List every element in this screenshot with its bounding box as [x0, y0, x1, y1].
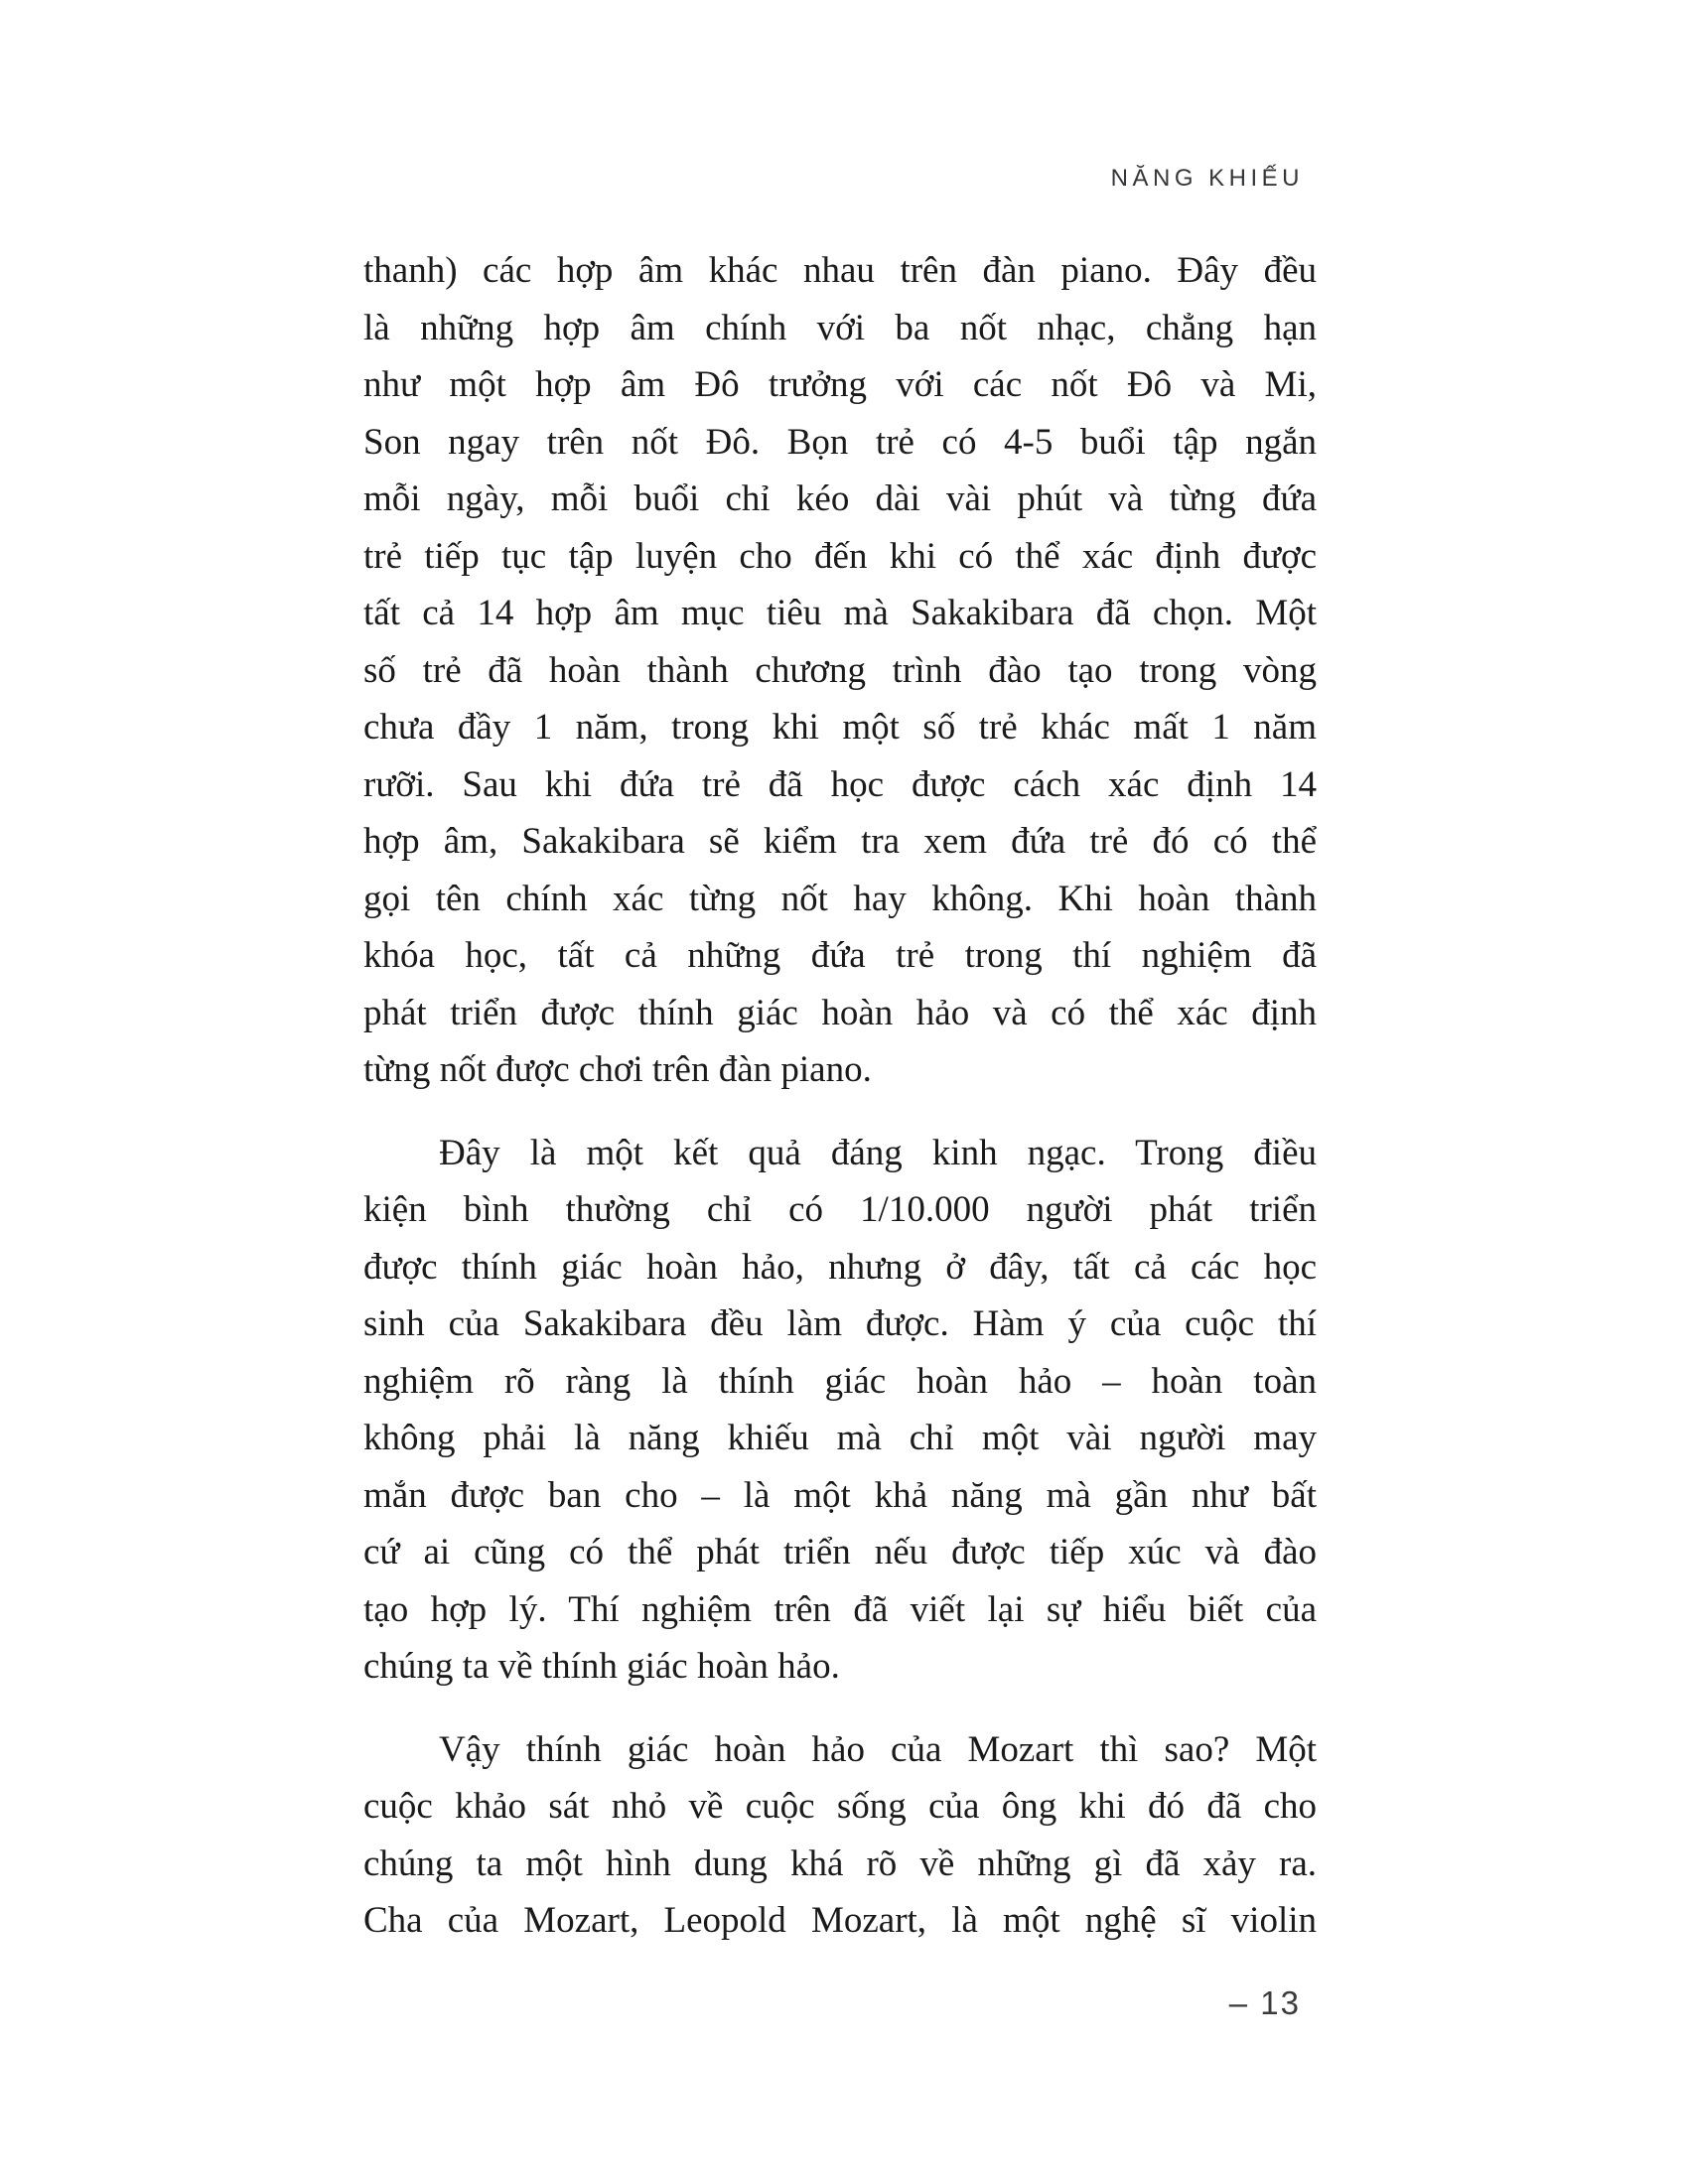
paragraph: [363, 1721, 1317, 1950]
text-line: không phải là năng khiếu mà chỉ một vài người may: [363, 1418, 1317, 1458]
text-line: phát triển được thính giác hoàn hảo và có thể xác định: [363, 992, 1317, 1033]
text-line: tạo hợp lý. Thí nghiệm trên đã viết lại sự hiểu biết của: [363, 1588, 1317, 1630]
page-number: – 13: [1228, 1984, 1301, 2021]
text-line: Cha của Mozart, Leopold Mozart, là một nghệ sĩ violin: [363, 1900, 1317, 1941]
text-block: [363, 242, 1317, 1976]
text-line: rưỡi. Sau khi đứa trẻ đã học được cách xác định 14: [363, 763, 1317, 805]
text-line: gọi tên chính xác từng nốt hay không. Khi hoàn thành: [363, 878, 1317, 919]
text-line: chưa đầy 1 năm, trong khi một số trẻ khác mất 1 năm: [363, 707, 1317, 748]
text-line: số trẻ đã hoàn thành chương trình đào tạo trong vòng: [363, 649, 1317, 691]
text-line: kiện bình thường chỉ có 1/10.000 người phát triển: [363, 1189, 1317, 1230]
text-line: Son ngay trên nốt Đô. Bọn trẻ có 4-5 buổi tập ngắn: [363, 421, 1317, 463]
text-line: cuộc khảo sát nhỏ về cuộc sống của ông khi đó đã cho: [363, 1786, 1317, 1827]
text-line: chúng ta về thính giác hoàn hảo.: [363, 1646, 840, 1687]
text-line: Vậy thính giác hoàn hảo của Mozart thì sao? Một: [439, 1728, 1317, 1770]
text-line: từng nốt được chơi trên đàn piano.: [363, 1049, 872, 1090]
text-line: chúng ta một hình dung khá rõ về những gì đã xảy ra.: [363, 1843, 1317, 1884]
text-line: Đây là một kết quả đáng kinh ngạc. Trong điều: [439, 1132, 1317, 1173]
paragraph: [363, 1125, 1317, 1696]
text-line: sinh của Sakakibara đều làm được. Hàm ý của cuộc thí: [363, 1303, 1317, 1344]
text-line: khóa học, tất cả những đứa trẻ trong thí nghiệm đã: [363, 935, 1317, 976]
text-line: như một hợp âm Đô trưởng với các nốt Đô và Mi,: [363, 364, 1317, 405]
text-line: trẻ tiếp tục tập luyện cho đến khi có thể xác định được: [363, 535, 1317, 577]
text-line: hợp âm, Sakakibara sẽ kiểm tra xem đứa trẻ đó có thể: [363, 821, 1317, 862]
paragraph: [363, 242, 1317, 1099]
running-head: NĂNG KHIẾU: [1110, 165, 1304, 192]
text-line: thanh) các hợp âm khác nhau trên đàn piano. Đây đều: [363, 250, 1317, 291]
text-line: được thính giác hoàn hảo, nhưng ở đây, tất cả các học: [363, 1246, 1317, 1288]
text-line: mắn được ban cho – là một khả năng mà gần như bất: [363, 1474, 1317, 1516]
text-line: cứ ai cũng có thể phát triển nếu được tiếp xúc và đào: [363, 1532, 1317, 1572]
text-line: nghiệm rõ ràng là thính giác hoàn hảo – hoàn toàn: [363, 1360, 1317, 1402]
text-line: mỗi ngày, mỗi buổi chỉ kéo dài vài phút và từng đứa: [363, 478, 1317, 519]
text-line: là những hợp âm chính với ba nốt nhạc, chẳng hạn: [363, 307, 1317, 348]
text-line: tất cả 14 hợp âm mục tiêu mà Sakakibara đã chọn. Một: [363, 593, 1317, 633]
